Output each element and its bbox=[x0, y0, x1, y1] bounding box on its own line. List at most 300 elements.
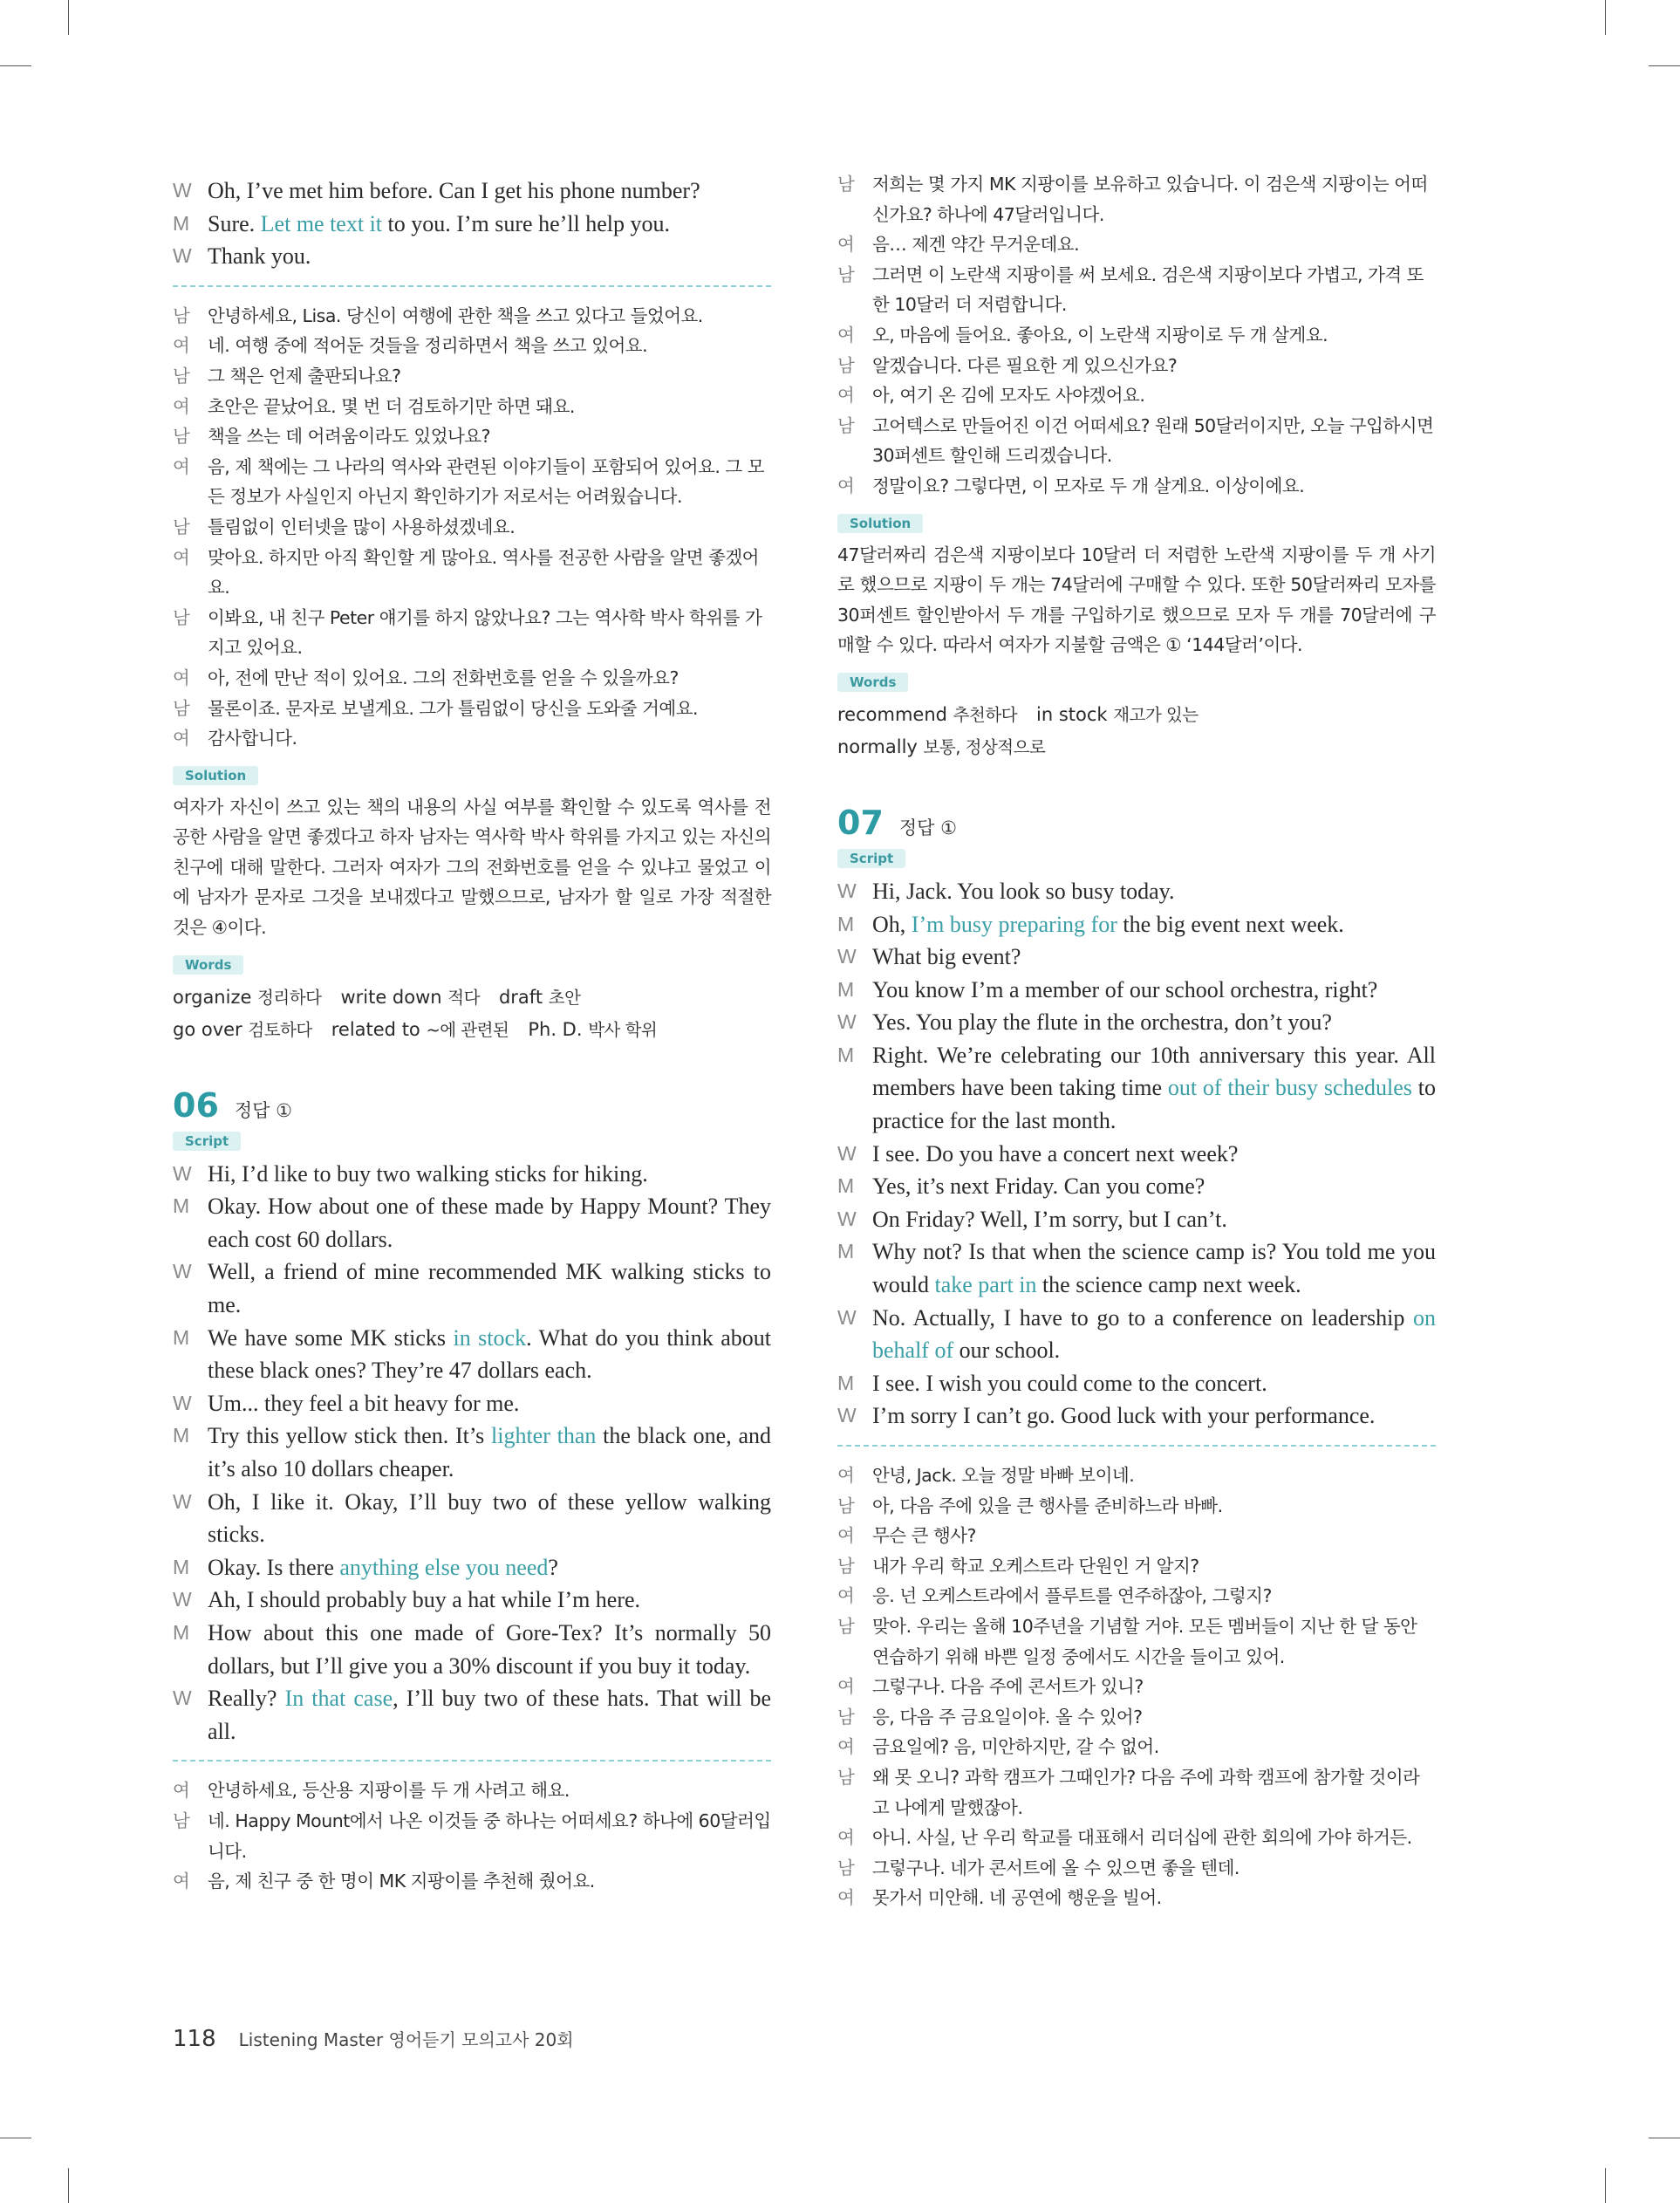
speaker-label: 여 bbox=[837, 234, 855, 256]
translation-line bbox=[837, 169, 1436, 229]
line-text bbox=[208, 1686, 771, 1744]
text-segment: Sure. bbox=[208, 210, 261, 236]
line-text: 아니. 사실, 난 우리 학교를 대표해서 리더십에 관한 회의에 가야 하거든. bbox=[872, 1827, 1412, 1849]
q05-solution-text: 여자가 자신이 쓰고 있는 책의 내용의 사실 여부를 확인할 수 있도록 역사를 전공한 사람을 알면 좋겠다고 하자 남자는 역사학 박사 학위를 가지고 있는 자신의 친구에 대해 말한다. 그러자 여자가 그의 전화번호를 얻을 수 있냐고 물었고 이에 남자가 문자로 그것을 보내겠다고 말했으므로, 남자가 할 일로 가장 적절한 것은 ④이다. bbox=[173, 796, 771, 939]
line-text: 오, 마음에 들어요. 좋아요, 이 노란색 지팡이로 두 개 살게요. bbox=[872, 324, 1328, 346]
translation-line bbox=[173, 723, 771, 754]
text-segment: Okay. How about one of these made by Happy Mount? They each cost 60 dollars. bbox=[208, 1194, 771, 1252]
line-text: 내가 우리 학교 오케스트라 단원인 거 알지? bbox=[872, 1555, 1199, 1577]
translation-line bbox=[837, 1853, 1436, 1884]
line-text bbox=[872, 879, 1174, 904]
dialogue-line bbox=[173, 1322, 771, 1387]
line-text bbox=[208, 1325, 771, 1384]
line-text: 알겠습니다. 다른 필요한 게 있으신가요? bbox=[872, 354, 1178, 376]
speaker-label: 남 bbox=[173, 606, 190, 628]
word-ko: ~에 관련된 bbox=[426, 1019, 509, 1040]
word-entry bbox=[173, 1019, 312, 1040]
line-text bbox=[872, 1009, 1332, 1035]
dialogue-line bbox=[837, 1138, 1436, 1171]
speaker-label: W bbox=[173, 1161, 192, 1185]
key-expression: anything else you need bbox=[339, 1554, 549, 1580]
speaker-label: M bbox=[837, 1174, 855, 1198]
translation-line bbox=[837, 1672, 1436, 1702]
dialogue-line bbox=[837, 1039, 1436, 1138]
word-entry bbox=[837, 736, 1045, 757]
speaker-label: W bbox=[837, 1141, 857, 1165]
dialogue-line bbox=[173, 1420, 771, 1485]
left-column bbox=[173, 174, 771, 1897]
line-text: 아, 다음 주에 있을 큰 행사를 준비하느라 바빠. bbox=[872, 1495, 1223, 1516]
speaker-label: W bbox=[173, 1686, 192, 1710]
text-segment: Okay. Is there bbox=[208, 1554, 340, 1580]
speaker-label: 여 bbox=[173, 546, 190, 568]
translation-line bbox=[173, 1775, 771, 1806]
line-text: 음, 제 친구 중 한 명이 MK 지팡이를 추천해 줬어요. bbox=[208, 1871, 595, 1892]
text-segment: What big event? bbox=[872, 944, 1021, 970]
key-expression: on behalf of bbox=[872, 1304, 1436, 1364]
speaker-label: 여 bbox=[837, 1736, 855, 1758]
line-text: 맞아요. 하지만 아직 확인할 게 많아요. 역사를 전공한 사람을 알면 좋겠어요. bbox=[208, 546, 759, 599]
line-text bbox=[208, 1423, 771, 1481]
translation-line bbox=[173, 421, 771, 452]
text-segment: , I’ll buy two of these hats. That will be all. bbox=[208, 1686, 772, 1744]
dialogue-line bbox=[837, 1367, 1436, 1400]
solution-label: Solution bbox=[837, 514, 923, 533]
translation-line bbox=[837, 1762, 1436, 1823]
line-text: 초안은 끝났어요. 몇 번 더 검토하기만 하면 돼요. bbox=[208, 395, 575, 417]
right-column bbox=[837, 174, 1436, 1913]
translation-line bbox=[173, 603, 771, 663]
speaker-label: M bbox=[173, 1620, 190, 1644]
speaker-label: 여 bbox=[173, 335, 190, 357]
line-text: 그렇구나. 네가 콘서트에 올 수 있으면 좋을 텐데. bbox=[872, 1857, 1240, 1878]
text-segment: You know I’m a member of our school orchestra, right? bbox=[872, 976, 1378, 1002]
line-text bbox=[208, 211, 670, 236]
line-text bbox=[872, 977, 1377, 1002]
speaker-label: W bbox=[173, 1391, 192, 1414]
text-segment: to you. I’m sure he’ll help you. bbox=[382, 210, 671, 236]
speaker-label: 여 bbox=[173, 667, 190, 688]
crop-mark bbox=[1605, 2168, 1606, 2203]
word-en: draft bbox=[498, 986, 543, 1008]
speaker-label: 여 bbox=[837, 475, 855, 496]
line-text bbox=[872, 1173, 1205, 1199]
question-number: 06 bbox=[173, 1085, 219, 1125]
line-text bbox=[872, 944, 1021, 969]
q07-script bbox=[837, 875, 1436, 1433]
text-segment: Try this yellow stick then. It’s bbox=[208, 1423, 491, 1449]
speaker-label: 여 bbox=[837, 324, 855, 346]
line-text: 응, 다음 주 금요일이야. 올 수 있어? bbox=[872, 1706, 1143, 1728]
script-label: Script bbox=[173, 1132, 241, 1151]
word-en: in stock bbox=[1036, 703, 1108, 725]
speaker-label: 남 bbox=[837, 354, 855, 376]
translation-line bbox=[837, 1823, 1436, 1853]
speaker-label: 여 bbox=[173, 728, 190, 749]
word-entry bbox=[499, 987, 580, 1008]
speaker-label: W bbox=[173, 1588, 192, 1611]
q06-script bbox=[173, 1158, 771, 1748]
speaker-label: 여 bbox=[173, 1871, 190, 1892]
translation-line bbox=[837, 260, 1436, 320]
text-segment: I see. I wish you could come to the concert. bbox=[872, 1370, 1267, 1396]
speaker-label: 남 bbox=[837, 1766, 855, 1788]
line-text: 왜 못 오니? 과학 캠프가 그때인가? 다음 주에 과학 캠프에 참가할 것이라고 나에게 말했잖아. bbox=[872, 1766, 1420, 1818]
word-entry bbox=[331, 1019, 509, 1040]
dialogue-line bbox=[837, 875, 1436, 908]
text-segment: Oh, bbox=[872, 911, 912, 937]
speaker-label: 남 bbox=[837, 1615, 855, 1637]
crop-mark bbox=[0, 65, 31, 66]
line-text: 감사합니다. bbox=[208, 728, 297, 749]
line-text: 정말이요? 그렇다면, 이 모자로 두 개 살게요. 이상이에요. bbox=[872, 475, 1305, 496]
key-expression: In that case bbox=[284, 1686, 393, 1712]
speaker-label: 남 bbox=[173, 426, 190, 448]
speaker-label: 남 bbox=[837, 414, 855, 436]
book-title: Listening Master 영어듣기 모의고사 20회 bbox=[238, 2029, 574, 2050]
q07-translation bbox=[837, 1461, 1436, 1913]
text-segment: our school. bbox=[953, 1338, 1061, 1364]
speaker-label: W bbox=[837, 1207, 857, 1230]
translation-line bbox=[173, 1806, 771, 1866]
dialogue-line bbox=[173, 1158, 771, 1191]
text-segment: Oh, I like it. Okay, I’ll buy two of these yellow walking sticks. bbox=[208, 1488, 771, 1548]
text-segment: How about this one made of Gore-Tex? It’s normally 50 dollars, but I’ll give you a 30% discount if you buy it today. bbox=[208, 1619, 771, 1679]
dialogue-line bbox=[173, 1486, 771, 1551]
line-text: 네. 여행 중에 적어둔 것들을 정리하면서 책을 쓰고 있어요. bbox=[208, 335, 648, 357]
key-expression: I’m busy preparing for bbox=[911, 911, 1117, 937]
word-ko: 검토하다 bbox=[248, 1019, 312, 1040]
speaker-label: M bbox=[837, 1240, 855, 1263]
dialogue-line bbox=[173, 240, 771, 273]
line-text bbox=[872, 1207, 1227, 1232]
speaker-label: 여 bbox=[173, 395, 190, 417]
text-segment: Hi, I’d like to buy two walking sticks for hiking. bbox=[208, 1160, 648, 1187]
speaker-label: M bbox=[837, 1371, 855, 1394]
words-row bbox=[173, 1014, 771, 1046]
word-en: related to bbox=[331, 1018, 420, 1040]
translation-line bbox=[173, 301, 771, 332]
text-segment: ? bbox=[548, 1554, 558, 1580]
word-entry bbox=[340, 987, 480, 1008]
text-segment: Ah, I should probably buy a hat while I’m here. bbox=[208, 1587, 641, 1613]
dialogue-line bbox=[837, 1399, 1436, 1433]
words-label: Words bbox=[837, 673, 908, 692]
solution-label: Solution bbox=[173, 766, 258, 785]
word-ko: 초안 bbox=[548, 987, 581, 1008]
speaker-label: 여 bbox=[837, 1465, 855, 1486]
line-text: 네. Happy Mount에서 나온 이것들 중 하나는 어떠세요? 하나에 60달러입니다. bbox=[208, 1810, 771, 1862]
dialogue-line bbox=[837, 941, 1436, 974]
speaker-label: M bbox=[173, 1424, 190, 1447]
dialogue-line bbox=[173, 1255, 771, 1321]
text-segment: Thank you. bbox=[208, 243, 311, 270]
speaker-label: 여 bbox=[837, 1827, 855, 1849]
dialogue-line bbox=[837, 1006, 1436, 1039]
translation-line bbox=[837, 411, 1436, 471]
line-text bbox=[208, 1587, 640, 1612]
speaker-label: W bbox=[173, 1260, 192, 1283]
speaker-label: M bbox=[173, 211, 190, 235]
text-segment: Um... they feel a bit heavy for me. bbox=[208, 1390, 520, 1416]
key-expression: Let me text it bbox=[260, 210, 383, 236]
line-text bbox=[872, 1239, 1436, 1297]
line-text: 안녕하세요, Lisa. 당신이 여행에 관한 책을 쓰고 있다고 들었어요. bbox=[208, 304, 703, 326]
line-text: 틀림없이 인터넷을 많이 사용하셨겠네요. bbox=[208, 516, 516, 537]
translation-line bbox=[837, 1551, 1436, 1582]
line-text: 그러면 이 노란색 지팡이를 써 보세요. 검은색 지팡이보다 가볍고, 가격 또한 10달러 더 저렴합니다. bbox=[872, 263, 1424, 316]
word-en: write down bbox=[340, 986, 442, 1008]
answer-label: 정답 ① bbox=[234, 1099, 292, 1121]
page-footer bbox=[173, 2026, 574, 2052]
text-segment: Well, a friend of mine recommended MK walking sticks to me. bbox=[208, 1259, 771, 1318]
line-text bbox=[208, 178, 700, 203]
line-text bbox=[208, 1489, 771, 1548]
speaker-label: W bbox=[173, 179, 192, 202]
words-row bbox=[837, 731, 1436, 763]
dialogue-line bbox=[173, 1551, 771, 1584]
line-text: 그렇구나. 다음 주에 콘서트가 있니? bbox=[872, 1676, 1144, 1698]
translation-line bbox=[837, 1581, 1436, 1611]
line-text: 응. 넌 오케스트라에서 플루트를 연주하잖아, 그렇지? bbox=[872, 1585, 1272, 1607]
divider bbox=[173, 1760, 771, 1762]
text-segment: the black one, and it’s also 10 dollars cheaper. bbox=[208, 1423, 771, 1481]
word-en: organize bbox=[173, 986, 252, 1008]
line-text: 이봐요, 내 친구 Peter 얘기를 하지 않았나요? 그는 역사학 박사 학위를 가지고 있어요. bbox=[208, 606, 762, 659]
dialogue-line bbox=[173, 1190, 771, 1255]
line-text bbox=[872, 1305, 1436, 1364]
speaker-label: 남 bbox=[173, 304, 190, 326]
line-text bbox=[872, 1371, 1267, 1396]
translation-line bbox=[837, 1521, 1436, 1551]
speaker-label: 남 bbox=[837, 174, 855, 195]
line-text: 금요일에? 음, 미안하지만, 갈 수 없어. bbox=[872, 1736, 1159, 1758]
question-number: 07 bbox=[837, 803, 884, 842]
word-ko: 추천하다 bbox=[953, 704, 1018, 725]
text-segment: Why not? Is that when the science camp is? You told me you would bbox=[872, 1239, 1436, 1298]
q06-translation-head bbox=[173, 1775, 771, 1896]
speaker-label: W bbox=[837, 1305, 857, 1329]
speaker-label: M bbox=[173, 1555, 190, 1578]
text-segment: No. Actually, I have to go to a conference on leadership bbox=[872, 1304, 1413, 1331]
dialogue-line bbox=[837, 1170, 1436, 1203]
text-segment: . What do you think about these black ones? They’re 47 dollars each. bbox=[208, 1324, 772, 1384]
translation-line bbox=[837, 1702, 1436, 1733]
q05-translation bbox=[173, 301, 771, 754]
translation-line bbox=[173, 1866, 771, 1897]
q06-translation-tail bbox=[837, 169, 1436, 502]
q05-script-tail bbox=[173, 174, 771, 273]
line-text: 그 책은 언제 출판되나요? bbox=[208, 365, 401, 387]
key-expression: out of their busy schedules bbox=[1167, 1075, 1412, 1101]
speaker-label: 여 bbox=[837, 1525, 855, 1547]
text-segment: We have some MK sticks bbox=[208, 1324, 454, 1351]
speaker-label: M bbox=[837, 912, 855, 935]
divider bbox=[837, 1445, 1436, 1447]
dialogue-line bbox=[837, 1203, 1436, 1236]
translation-line bbox=[173, 694, 771, 724]
translation-line bbox=[837, 1883, 1436, 1913]
dialogue-line bbox=[837, 1302, 1436, 1367]
line-text: 물론이죠. 문자로 보낼게요. 그가 틀림없이 당신을 도와줄 거예요. bbox=[208, 697, 699, 719]
text-segment: the big event next week. bbox=[1117, 911, 1344, 937]
dialogue-line bbox=[837, 908, 1436, 941]
q07-header bbox=[837, 804, 1436, 842]
dialogue-line bbox=[173, 1387, 771, 1420]
key-expression: take part in bbox=[934, 1272, 1037, 1298]
text-segment: the science camp next week. bbox=[1036, 1272, 1301, 1298]
speaker-label: 남 bbox=[837, 263, 855, 285]
translation-line bbox=[837, 1461, 1436, 1491]
translation-line bbox=[837, 471, 1436, 502]
text-segment: Hi, Jack. You look so busy today. bbox=[872, 878, 1175, 904]
translation-line bbox=[837, 320, 1436, 351]
words-row bbox=[173, 982, 771, 1014]
speaker-label: 여 bbox=[837, 1676, 855, 1698]
dialogue-line bbox=[173, 1617, 771, 1682]
speaker-label: 남 bbox=[173, 516, 190, 537]
speaker-label: 남 bbox=[837, 1706, 855, 1728]
text-segment: I see. Do you have a concert next week? bbox=[872, 1140, 1239, 1166]
speaker-label: 여 bbox=[173, 455, 190, 477]
text-segment: Right. We’re celebrating our 10th anniversary this year. All members have been taking time bbox=[872, 1042, 1436, 1101]
q06-header bbox=[173, 1086, 771, 1125]
dialogue-line bbox=[173, 174, 771, 208]
speaker-label: 남 bbox=[173, 697, 190, 719]
line-text bbox=[872, 1043, 1436, 1133]
translation-line bbox=[837, 1732, 1436, 1762]
word-entry bbox=[1036, 704, 1199, 725]
line-text: 책을 쓰는 데 어려움이라도 있었나요? bbox=[208, 426, 490, 448]
translation-line bbox=[837, 380, 1436, 411]
line-text: 아, 전에 만난 적이 있어요. 그의 전화번호를 얻을 수 있을까요? bbox=[208, 667, 679, 688]
speaker-label: W bbox=[173, 1489, 192, 1513]
speaker-label: 여 bbox=[837, 1887, 855, 1909]
translation-line bbox=[173, 543, 771, 603]
word-entry bbox=[528, 1019, 657, 1040]
divider bbox=[173, 285, 771, 287]
line-text bbox=[872, 1403, 1375, 1428]
crop-mark bbox=[1649, 65, 1680, 66]
key-expression: lighter than bbox=[491, 1423, 597, 1449]
speaker-label: 여 bbox=[837, 385, 855, 407]
line-text bbox=[208, 1161, 648, 1187]
word-ko: 보통, 정상적으로 bbox=[923, 736, 1046, 757]
speaker-label: 남 bbox=[173, 365, 190, 387]
line-text bbox=[872, 912, 1344, 937]
q06-words bbox=[837, 699, 1436, 763]
line-text: 무슨 큰 행사? bbox=[872, 1525, 976, 1547]
text-segment: On Friday? Well, I’m sorry, but I can’t. bbox=[872, 1206, 1227, 1232]
answer-label: 정답 ① bbox=[898, 817, 957, 838]
script-label: Script bbox=[837, 849, 905, 868]
line-text: 저희는 몇 가지 MK 지팡이를 보유하고 있습니다. 이 검은색 지팡이는 어떠신가요? 하나에 47달러입니다. bbox=[872, 174, 1428, 225]
dialogue-line bbox=[173, 1584, 771, 1617]
crop-mark bbox=[68, 0, 69, 35]
speaker-label: 남 bbox=[173, 1810, 190, 1831]
word-en: recommend bbox=[837, 703, 947, 725]
words-row bbox=[837, 699, 1436, 731]
text-segment: to practice for the last month. bbox=[872, 1075, 1436, 1134]
text-segment: I’m sorry I can’t go. Good luck with your performance. bbox=[872, 1403, 1376, 1429]
speaker-label: 여 bbox=[173, 1780, 190, 1802]
speaker-label: 남 bbox=[837, 1857, 855, 1878]
page-number: 118 bbox=[173, 2026, 216, 2052]
line-text: 안녕, Jack. 오늘 정말 바빠 보이네. bbox=[872, 1465, 1135, 1486]
line-text bbox=[208, 1555, 558, 1580]
words-label: Words bbox=[173, 955, 243, 975]
word-ko: 적다 bbox=[447, 987, 480, 1008]
word-entry bbox=[837, 704, 1017, 725]
key-expression: in stock bbox=[453, 1324, 527, 1351]
translation-line bbox=[837, 1491, 1436, 1522]
translation-line bbox=[837, 1611, 1436, 1672]
speaker-label: M bbox=[837, 1043, 855, 1066]
line-text: 아, 여기 온 김에 모자도 사야겠어요. bbox=[872, 385, 1145, 407]
speaker-label: W bbox=[837, 879, 857, 902]
line-text bbox=[208, 243, 311, 269]
crop-mark bbox=[1605, 0, 1606, 35]
translation-line bbox=[837, 351, 1436, 381]
speaker-label: M bbox=[837, 977, 855, 1001]
word-en: go over bbox=[173, 1018, 242, 1040]
translation-line bbox=[173, 361, 771, 392]
q05-words bbox=[173, 982, 771, 1046]
line-text bbox=[208, 1620, 771, 1679]
dialogue-line bbox=[173, 1682, 771, 1748]
speaker-label: M bbox=[173, 1325, 190, 1349]
speaker-label: M bbox=[173, 1194, 190, 1218]
line-text bbox=[872, 1141, 1238, 1166]
line-text: 안녕하세요, 등산용 지팡이를 두 개 사려고 해요. bbox=[208, 1780, 570, 1802]
line-text: 음, 제 책에는 그 나라의 역사와 관련된 이야기들이 포함되어 있어요. 그 모든 정보가 사실인지 아닌지 확인하기가 저로서는 어려웠습니다. bbox=[208, 455, 764, 508]
word-entry bbox=[173, 987, 321, 1008]
text-segment: Oh, I’ve met him before. Can I get his phone number? bbox=[208, 178, 700, 203]
q06-solution-text: 47달러짜리 검은색 지팡이보다 10달러 더 저렴한 노란색 지팡이를 두 개 사기로 했으므로 지팡이 두 개는 74달러에 구매할 수 있다. 또한 50달러짜리 모자를 30퍼센트 할인받아서 두 개를 구입하기로 했으므로 모자 두 개를 70달러에 구매할 수 있다. 따라서 여자가 지불할 금액은 ① ‘144달러’이다. bbox=[837, 544, 1436, 656]
crop-mark bbox=[68, 2168, 69, 2203]
line-text: 음… 제겐 약간 무거운데요. bbox=[872, 234, 1080, 256]
translation-line bbox=[173, 452, 771, 512]
word-ko: 정리하다 bbox=[257, 987, 322, 1008]
word-ko: 재고가 있는 bbox=[1113, 704, 1199, 725]
text-segment: Really? bbox=[208, 1686, 285, 1712]
text-segment: Yes, it’s next Friday. Can you come? bbox=[872, 1173, 1205, 1200]
translation-line bbox=[837, 229, 1436, 260]
word-en: Ph. D. bbox=[528, 1018, 583, 1040]
line-text: 못가서 미안해. 네 공연에 행운을 빌어. bbox=[872, 1887, 1162, 1909]
speaker-label: W bbox=[837, 1404, 857, 1427]
translation-line bbox=[173, 512, 771, 543]
dialogue-line bbox=[173, 208, 771, 241]
line-text: 고어텍스로 만들어진 이건 어떠세요? 원래 50달러이지만, 오늘 구입하시면 30퍼센트 할인해 드리겠습니다. bbox=[872, 414, 1434, 467]
word-en: normally bbox=[837, 735, 918, 757]
speaker-label: 여 bbox=[837, 1585, 855, 1607]
word-ko: 박사 학위 bbox=[588, 1019, 658, 1040]
speaker-label: W bbox=[837, 945, 857, 968]
dialogue-line bbox=[837, 974, 1436, 1007]
translation-line bbox=[173, 663, 771, 694]
text-segment: Yes. You play the flute in the orchestra, don’t you? bbox=[872, 1009, 1332, 1036]
line-text bbox=[208, 1194, 771, 1252]
speaker-label: 남 bbox=[837, 1495, 855, 1516]
translation-line bbox=[173, 331, 771, 361]
speaker-label: 남 bbox=[837, 1555, 855, 1577]
line-text bbox=[208, 1259, 771, 1317]
translation-line bbox=[173, 392, 771, 422]
line-text: 맞아. 우리는 올해 10주년을 기념할 거야. 모든 멤버들이 지난 한 달 동안 연습하기 위해 바쁜 일정 중에서도 시간을 들이고 있어. bbox=[872, 1615, 1417, 1667]
speaker-label: W bbox=[837, 1010, 857, 1034]
line-text bbox=[208, 1391, 519, 1416]
